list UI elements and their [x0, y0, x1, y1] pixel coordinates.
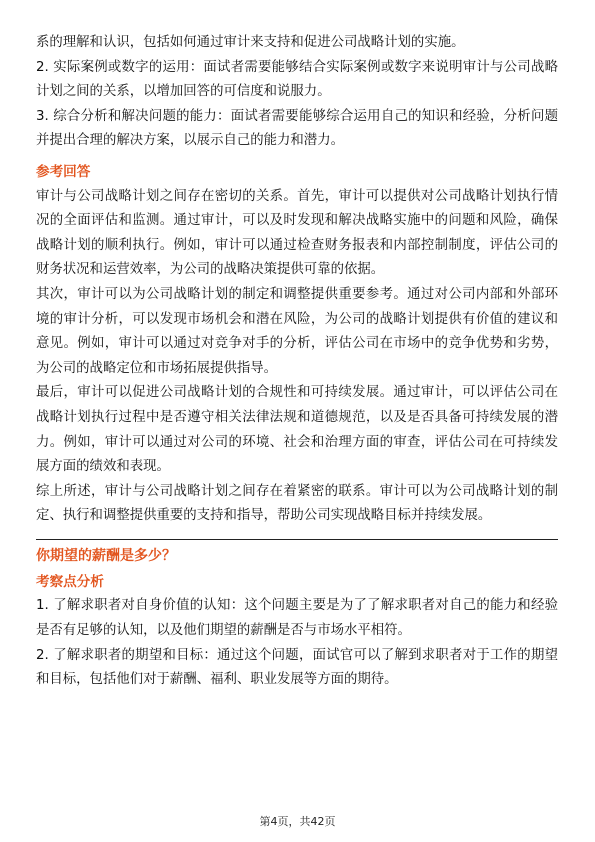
- section-divider: [36, 539, 558, 540]
- analysis-heading: 考察点分析: [36, 573, 104, 590]
- reference-answer-heading: 参考回答: [36, 163, 91, 180]
- reference-paragraph-3: 最后，审计可以促进公司战略计划的合规性和可持续发展。通过审计，可以评估公司在战略计划执行过程中是否遵守相关法律法规和道德规范，以及是否具备可持续发展的潜力。例如，审计可以通过对公司的环境、社会和治理方面的审查，评估公司在可持续发展方面的绩效和表现。: [36, 385, 558, 475]
- reference-paragraph-2: 其次，审计可以为公司战略计划的制定和调整提供重要参考。通过对公司内部和外部环境的审计分析，可以发现市场机会和潜在风险，为公司的战略计划提供有价值的建议和意见。例如，审计可以通过对竞争对手的分析，评估公司在市场中的竞争优势和劣势，为公司的战略定位和市场拓展提供指导。: [36, 286, 558, 376]
- analysis-point-1: 1. 了解求职者对自身价值的认知：这个问题主要是为了了解求职者对自己的能力和经验是否有足够的认知，以及他们期望的薪酬是否与市场水平相符。: [36, 598, 558, 639]
- page-content: [36, 31, 558, 693]
- reference-paragraph-1: 审计与公司战略计划之间存在密切的关系。首先，审计可以提供对公司战略计划执行情况的全面评估和监测。通过审计，可以及时发现和解决战略实施中的问题和风险，确保战略计划的顺利执行。例如，审计可以通过检查财务报表和内部控制制度，评估公司的财务状况和运营效率，为公司的战略决策提供可靠的依据。: [36, 188, 558, 278]
- intro-continuation: 系的理解和认识，包括如何通过审计来支持和促进公司战略计划的实施。: [36, 35, 465, 50]
- question-title: 你期望的薪酬是多少？: [36, 547, 176, 564]
- page-number: 第4页，共42页: [259, 815, 336, 828]
- intro-point-2: 2. 实际案例或数字的运用：面试者需要能够结合实际案例或数字来说明审计与公司战略计划之间的关系，以增加回答的可信度和说服力。: [36, 59, 558, 100]
- intro-point-3: 3. 综合分析和解决问题的能力：面试者需要能够综合运用自己的知识和经验，分析问题并提出合理的解决方案，以展示自己的能力和潜力。: [36, 108, 558, 149]
- reference-paragraph-4: 综上所述，审计与公司战略计划之间存在着紧密的联系。审计可以为公司战略计划的制定、执行和调整提供重要的支持和指导，帮助公司实现战略目标并持续发展。: [36, 483, 558, 524]
- analysis-point-2: 2. 了解求职者的期望和目标：通过这个问题，面试官可以了解到求职者对于工作的期望和目标，包括他们对于薪酬、福利、职业发展等方面的期待。: [36, 647, 558, 688]
